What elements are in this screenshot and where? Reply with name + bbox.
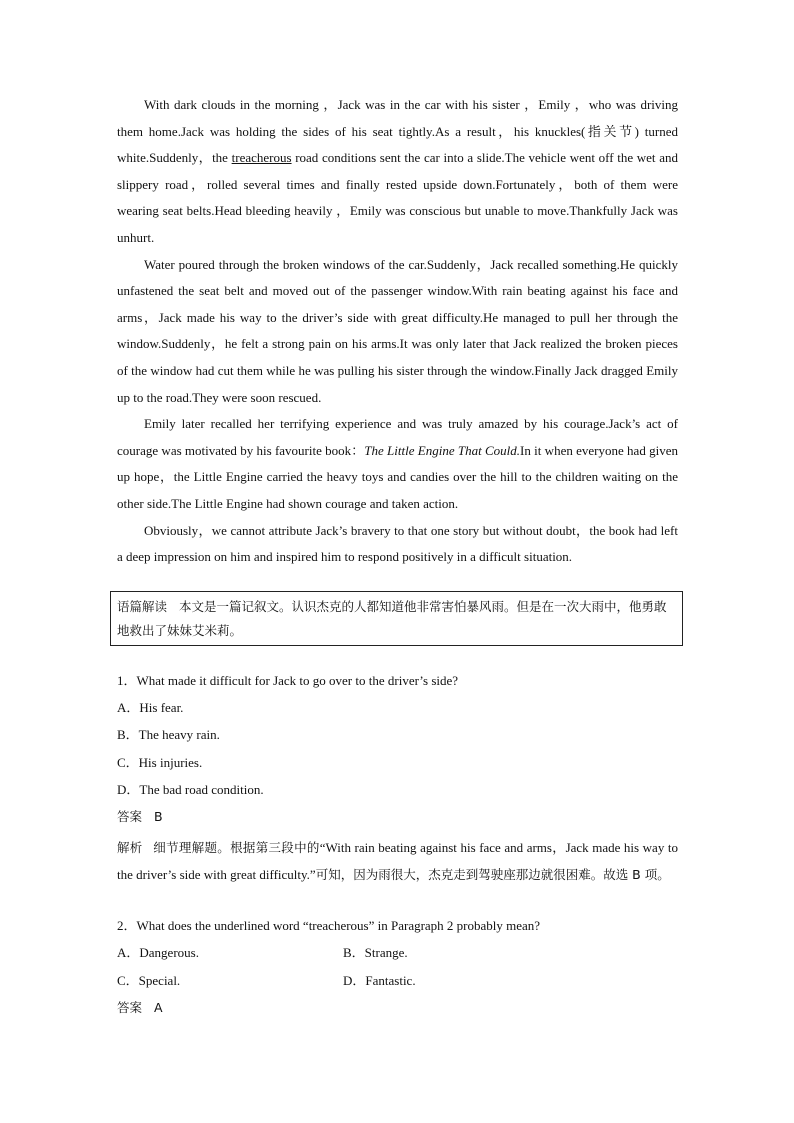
answer-value: B xyxy=(153,809,163,824)
analysis-label: 解析 xyxy=(117,840,143,855)
answer-label: 答案 xyxy=(117,1000,143,1015)
p1-text-after: road conditions sent the car into a slide.The vehicle went off the wet and slippery road，rolled several times and finally rested upside down.Fortunately，both of them were wearing seat belts.Head bleeding heavily ，Emily was conscious but unable to move.Thankfully Jack was unhurt. xyxy=(117,150,678,245)
question-1: 1．What made it difficult for Jack to go over to the driver’s side? xyxy=(117,673,459,688)
analysis-quote: “With rain beating against his face and arms，Jack made his way to the driver’s side with great difficulty.” xyxy=(117,840,678,882)
p3-text-before: Emily later recalled her terrifying experience and was truly amazed by his courage.Jack’s act of courage was motivated by his favourite book： xyxy=(117,416,678,458)
book-title: The Little Engine That Could. xyxy=(364,442,521,458)
analysis-text-2: 可知，因为雨很大，杰克走到驾驶座那边就很困难。故选 xyxy=(315,867,629,882)
question-2: 2．What does the underlined word “treacherous” in Paragraph 2 probably mean? xyxy=(117,918,541,933)
q2-option-c: C．Special. xyxy=(117,973,181,988)
q1-option-b: B．The heavy rain. xyxy=(117,727,220,742)
q1-option-a: A．His fear. xyxy=(117,700,184,715)
q2-answer xyxy=(117,998,678,1018)
q1-option-d: D．The bad road condition. xyxy=(117,782,264,797)
answer-value: A xyxy=(153,1000,163,1015)
paragraph-4: Obviously，we cannot attribute Jack’s bravery to that one story but without doubt，the book had left a deep impression on him and inspired him to respond positively in a difficult situation. xyxy=(117,522,678,565)
summary-text: 本文是一篇记叙文。认识杰克的人都知道他非常害怕暴风雨。但是在一次大雨中，他勇敢地救出了妹妹艾米莉。 xyxy=(117,599,667,638)
q2-option-a: A．Dangerous. xyxy=(117,945,199,960)
q2-option-b: B．Strange. xyxy=(343,945,408,960)
q2-option-d: D．Fantastic. xyxy=(343,973,416,988)
summary-box xyxy=(110,591,683,646)
passage xyxy=(117,92,678,571)
paragraph-2: Water poured through the broken windows of the car.Suddenly，Jack recalled something.He quickly unfastened the seat belt and moved out of the passenger window.With rain beating against his face and arms，Jack made his way to the driver’s side with great difficulty.He managed to pull her through the window.Suddenly，he felt a strong pain on his arms.It was only later that Jack realized the broken pieces of the window had cut them while he was pulling his sister through the window.Finally Jack dragged Emily up to the road.They were soon rescued. xyxy=(117,256,678,405)
p1-text-before: With dark clouds in the morning ，Jack was in the car with his sister ，Emily ，who was driving them home.Jack was holding the sides of his seat tightly.As a result，his knuckles(指关节) turned white.Suddenly，the xyxy=(117,97,678,166)
q1-answer xyxy=(117,807,678,827)
q1-option-c: C．His injuries. xyxy=(117,755,203,770)
q1-analysis xyxy=(117,834,678,888)
underlined-word: treacherous xyxy=(231,150,292,166)
summary-label: 语篇解读 xyxy=(117,599,168,614)
analysis-text-end: B 项。 xyxy=(628,867,670,882)
paragraph-3 xyxy=(117,411,678,517)
analysis-text-1: 细节理解题。根据第三段中的 xyxy=(153,840,320,855)
p3-text-after: In it when everyone had given up hope，the Little Engine carried the heavy toys and candies over the hill to the children waiting on the other side.The Little Engine had shown courage and taken action. xyxy=(117,442,678,511)
paragraph-1 xyxy=(117,92,678,252)
answer-label: 答案 xyxy=(117,809,143,824)
